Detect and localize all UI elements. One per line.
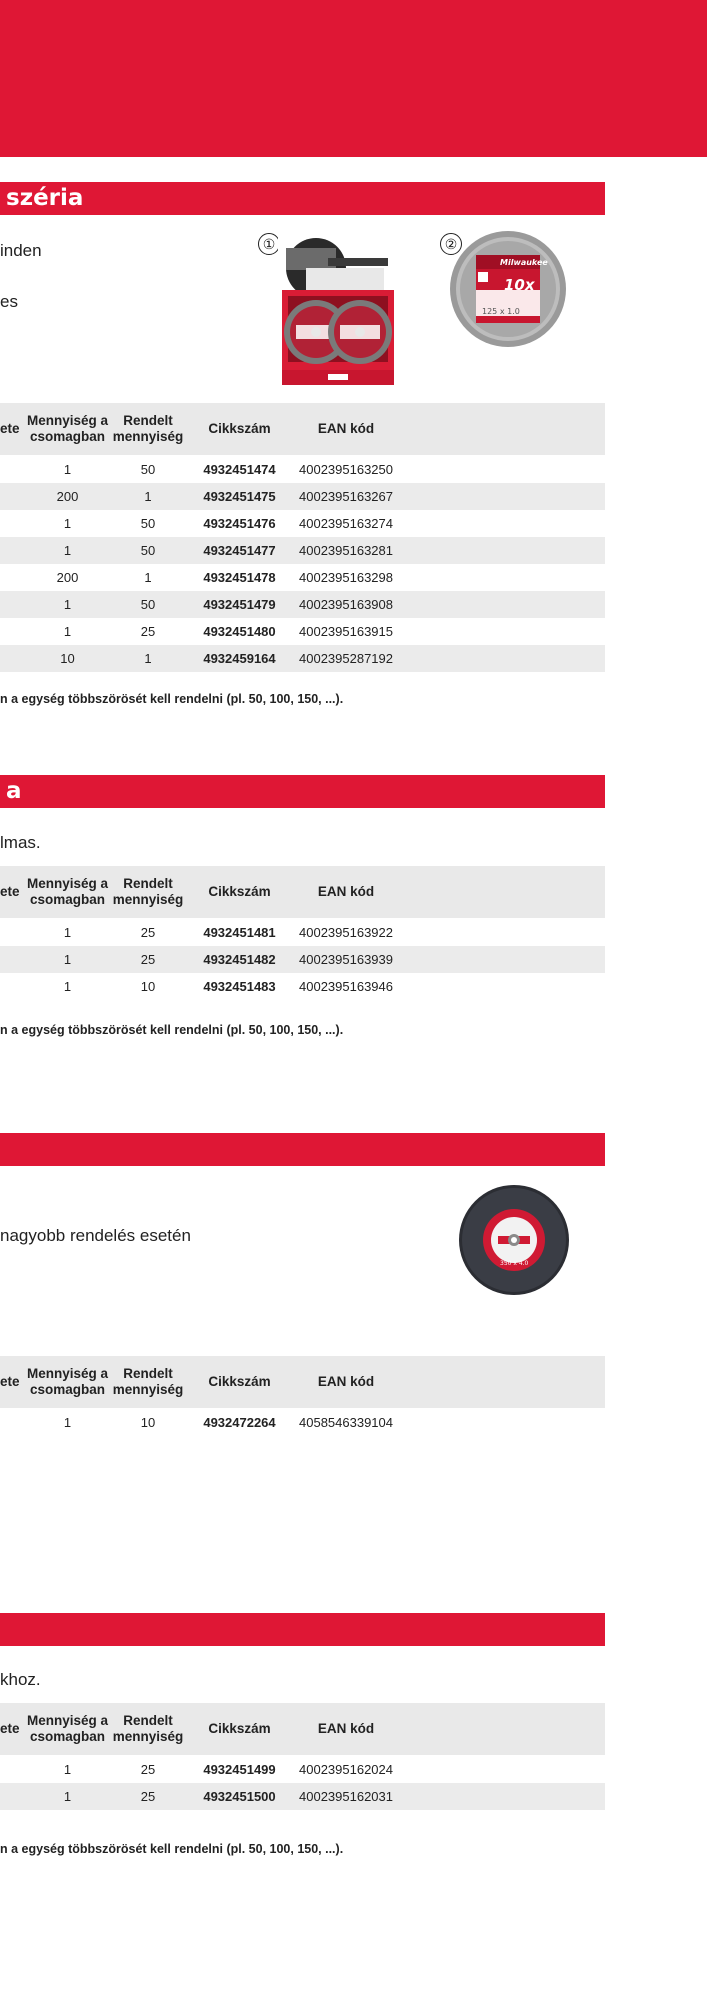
cell-article: 4932451478 xyxy=(203,570,276,585)
table-header xyxy=(0,1703,605,1755)
tin-size-label: 125 x 1.0 xyxy=(482,307,520,316)
disc-size-label: 350 x 4.0 xyxy=(500,1260,529,1267)
cell-article: 4932451481 xyxy=(203,925,276,940)
cell-ean: 4002395162024 xyxy=(299,1762,393,1777)
product-display-box-image xyxy=(278,230,400,390)
cell-qty: 1 xyxy=(63,979,72,994)
cell-order: 50 xyxy=(140,543,156,558)
table-row xyxy=(0,564,605,591)
cell-article: 4932451482 xyxy=(203,952,276,967)
cell-qty: 200 xyxy=(56,570,79,585)
cell-ean: 4002395163915 xyxy=(299,624,393,639)
cell-order: 50 xyxy=(140,462,156,477)
header-order-qty: Rendelt mennyiség xyxy=(112,876,184,907)
header-col0: ete xyxy=(0,1374,20,1389)
header-ean: EAN kód xyxy=(317,1374,375,1389)
table-row xyxy=(0,510,605,537)
cell-qty: 1 xyxy=(63,925,72,940)
marker-2: ② xyxy=(440,233,462,255)
table-row xyxy=(0,483,605,510)
cell-article: 4932451480 xyxy=(203,624,276,639)
table-row xyxy=(0,919,605,946)
table-row xyxy=(0,1409,605,1436)
header-qty-pack: Mennyiség a csomagban xyxy=(26,413,109,444)
cell-qty: 1 xyxy=(63,516,72,531)
cell-qty: 1 xyxy=(63,952,72,967)
cell-order: 10 xyxy=(140,979,156,994)
header-article: Cikkszám xyxy=(208,1721,271,1736)
header-order-qty: Rendelt mennyiség xyxy=(112,1713,184,1744)
cell-ean: 4002395163946 xyxy=(299,979,393,994)
section-title: széria xyxy=(6,185,84,211)
header-qty-pack: Mennyiség a csomagban xyxy=(26,876,109,907)
order-note: n a egység többszörösét kell rendelni (pl. 50, 100, 150, ...). xyxy=(0,1842,344,1856)
cell-ean: 4002395163922 xyxy=(299,925,393,940)
cell-order: 1 xyxy=(144,651,152,666)
tin-10x-label: 10x xyxy=(504,276,535,294)
cutting-disc-image xyxy=(458,1184,570,1296)
top-red-band xyxy=(0,0,707,157)
table-header xyxy=(0,403,605,455)
cell-article: 4932451477 xyxy=(203,543,276,558)
table-row xyxy=(0,1783,605,1810)
section-title-bar xyxy=(0,182,605,215)
cell-order: 25 xyxy=(140,1762,156,1777)
cell-ean: 4002395287192 xyxy=(299,651,393,666)
table-row xyxy=(0,973,605,1000)
header-ean: EAN kód xyxy=(317,1721,375,1736)
header-col0: ete xyxy=(0,421,20,436)
header-order-qty: Rendelt mennyiség xyxy=(112,1366,184,1397)
section-title-bar xyxy=(0,1613,605,1646)
cell-qty: 1 xyxy=(63,1789,72,1804)
section-title: a xyxy=(6,778,22,804)
cell-article: 4932451476 xyxy=(203,516,276,531)
table-row xyxy=(0,591,605,618)
header-ean: EAN kód xyxy=(317,421,375,436)
cell-ean: 4002395163908 xyxy=(299,597,393,612)
cell-order: 50 xyxy=(140,516,156,531)
tin-brand-label: Milwaukee xyxy=(500,258,548,267)
cell-qty: 1 xyxy=(63,1762,72,1777)
cell-qty: 200 xyxy=(56,489,79,504)
cell-qty: 1 xyxy=(63,543,72,558)
cell-qty: 1 xyxy=(63,462,72,477)
order-note: n a egység többszörösét kell rendelni (pl. 50, 100, 150, ...). xyxy=(0,1023,344,1037)
section-intro-line: nagyobb rendelés esetén xyxy=(0,1226,191,1245)
header-article: Cikkszám xyxy=(208,1374,271,1389)
header-qty-pack: Mennyiség a csomagban xyxy=(26,1713,109,1744)
header-article: Cikkszám xyxy=(208,421,271,436)
header-qty-pack: Mennyiség a csomagban xyxy=(26,1366,109,1397)
cell-ean: 4002395163298 xyxy=(299,570,393,585)
cell-ean: 4002395163939 xyxy=(299,952,393,967)
cell-article: 4932451474 xyxy=(203,462,276,477)
cell-ean: 4002395163274 xyxy=(299,516,393,531)
table-header xyxy=(0,1356,605,1408)
table-header xyxy=(0,866,605,918)
header-col0: ete xyxy=(0,884,20,899)
header-article: Cikkszám xyxy=(208,884,271,899)
cell-order: 10 xyxy=(140,1415,156,1430)
cell-ean: 4058546339104 xyxy=(299,1415,393,1430)
cell-article: 4932451499 xyxy=(203,1762,276,1777)
cell-order: 1 xyxy=(144,489,152,504)
cell-qty: 1 xyxy=(63,597,72,612)
cell-article: 4932451475 xyxy=(203,489,276,504)
cell-order: 1 xyxy=(144,570,152,585)
cell-article: 4932451483 xyxy=(203,979,276,994)
cell-article: 4932451500 xyxy=(203,1789,276,1804)
section-intro-line: es xyxy=(0,292,18,311)
cell-qty: 10 xyxy=(60,651,75,666)
order-note: n a egység többszörösét kell rendelni (pl. 50, 100, 150, ...). xyxy=(0,692,344,706)
cell-qty: 1 xyxy=(63,1415,72,1430)
cell-order: 25 xyxy=(140,952,156,967)
cell-article: 4932451479 xyxy=(203,597,276,612)
cell-order: 25 xyxy=(140,624,156,639)
table-row xyxy=(0,456,605,483)
table-row xyxy=(0,1756,605,1783)
table-row xyxy=(0,537,605,564)
cell-ean: 4002395163281 xyxy=(299,543,393,558)
header-order-qty: Rendelt mennyiség xyxy=(112,413,184,444)
marker-1: ① xyxy=(258,233,280,255)
table-row xyxy=(0,946,605,973)
cell-order: 25 xyxy=(140,1789,156,1804)
table-row xyxy=(0,618,605,645)
cell-qty: 1 xyxy=(63,624,72,639)
cell-article: 4932459164 xyxy=(203,651,276,666)
table-row xyxy=(0,645,605,672)
cell-ean: 4002395162031 xyxy=(299,1789,393,1804)
cell-ean: 4002395163250 xyxy=(299,462,393,477)
product-tin-image xyxy=(448,228,568,350)
section-intro-line: khoz. xyxy=(0,1670,41,1689)
cell-ean: 4002395163267 xyxy=(299,489,393,504)
section-intro-line: lmas. xyxy=(0,833,41,852)
cell-order: 50 xyxy=(140,597,156,612)
header-col0: ete xyxy=(0,1721,20,1736)
header-ean: EAN kód xyxy=(317,884,375,899)
cell-order: 25 xyxy=(140,925,156,940)
section-intro-line: inden xyxy=(0,241,42,260)
section-title-bar xyxy=(0,1133,605,1166)
cell-article: 4932472264 xyxy=(203,1415,276,1430)
section-title-bar xyxy=(0,775,605,808)
